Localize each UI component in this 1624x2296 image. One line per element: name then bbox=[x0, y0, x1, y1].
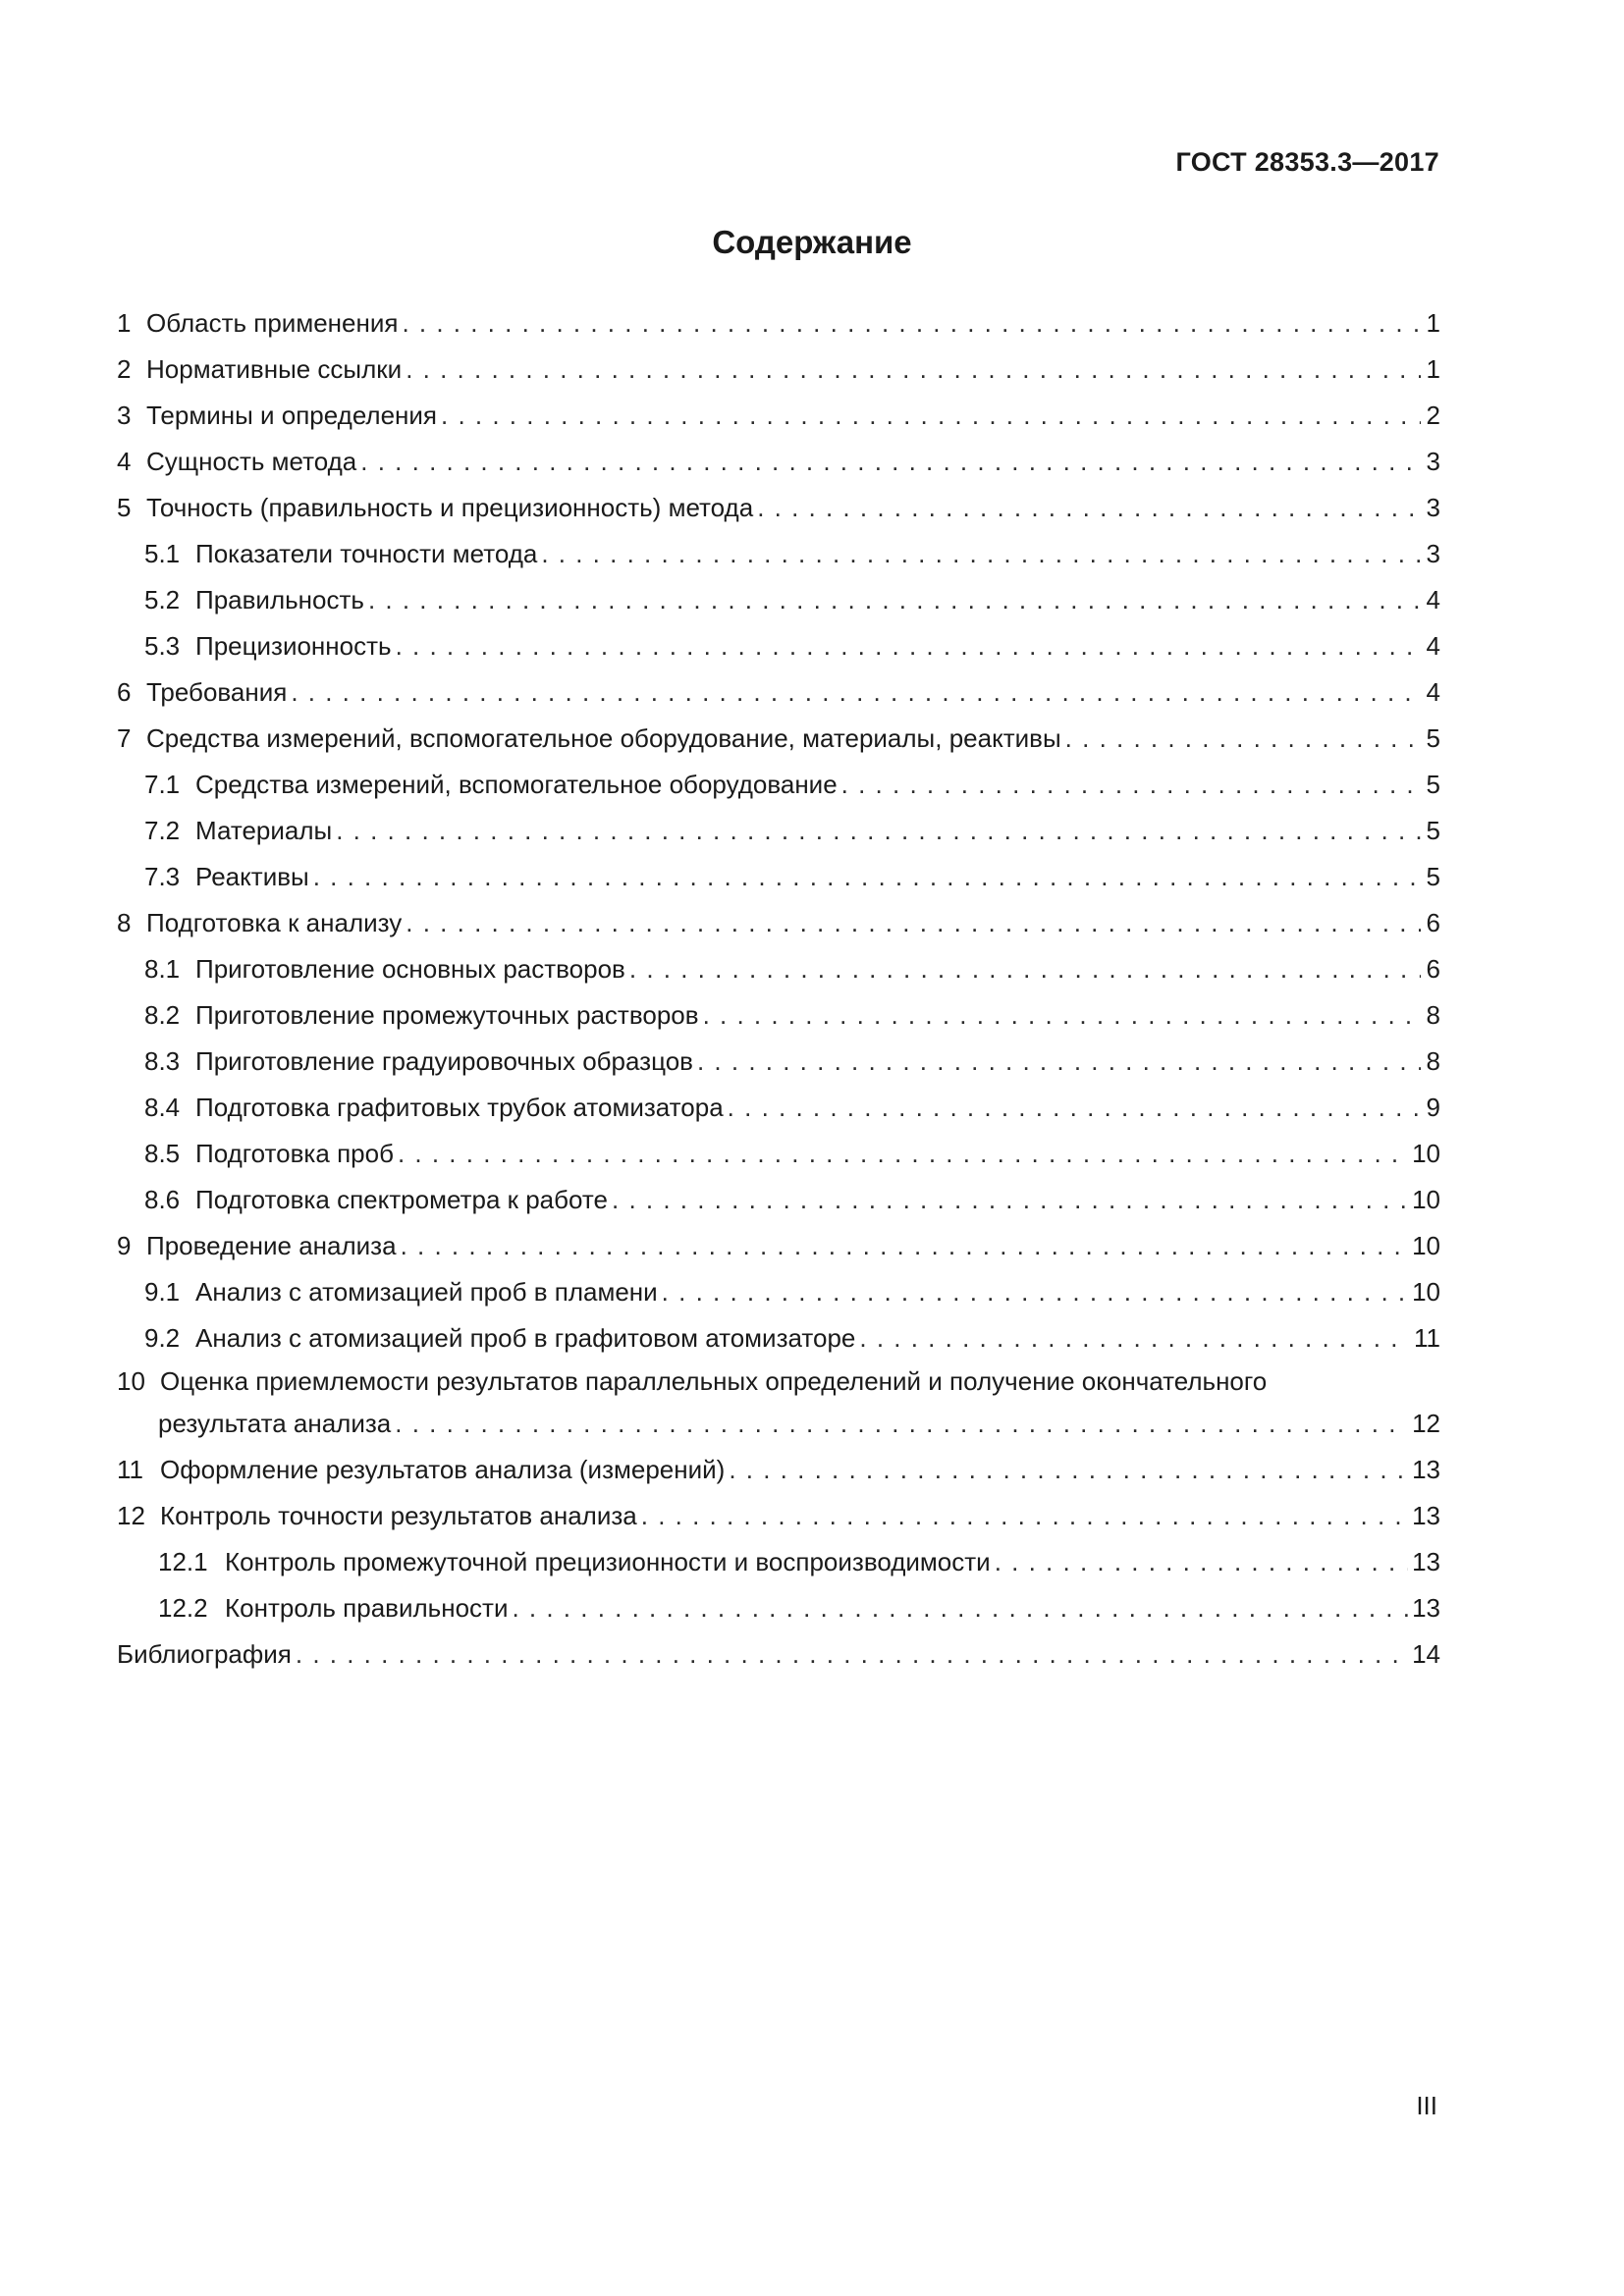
toc-entry[interactable] bbox=[117, 393, 1440, 439]
toc-entry-label: Анализ с атомизацией проб в пламени bbox=[195, 1277, 658, 1307]
toc-entry-number: 8.3 bbox=[144, 1046, 181, 1076]
toc-entry-number: 4 bbox=[117, 447, 132, 476]
toc-entry-page: 5 bbox=[1426, 862, 1440, 891]
toc-entry-number: 9.2 bbox=[144, 1323, 181, 1353]
toc-entry-page: 5 bbox=[1426, 770, 1440, 799]
toc-entry-label: Подготовка проб bbox=[195, 1139, 394, 1168]
toc-entry-page: 11 bbox=[1414, 1323, 1440, 1353]
page-title: Содержание bbox=[712, 224, 912, 260]
toc-entry-page: 13 bbox=[1412, 1547, 1440, 1576]
toc-entry-label: Точность (правильность и прецизионность) метода bbox=[146, 493, 754, 522]
toc-entry-page: 8 bbox=[1426, 1000, 1440, 1030]
toc-leader-dots bbox=[612, 1177, 1408, 1223]
toc-entry-label: Подготовка спектрометра к работе bbox=[195, 1185, 608, 1214]
toc-entry-page: 5 bbox=[1426, 816, 1440, 845]
toc-entry-number: 5.2 bbox=[144, 585, 181, 614]
toc-entry-page: 9 bbox=[1426, 1093, 1440, 1122]
table-of-contents bbox=[117, 300, 1440, 1678]
toc-subentry[interactable] bbox=[117, 1131, 1440, 1177]
toc-entry-number: 8.4 bbox=[144, 1093, 181, 1122]
toc-subentry[interactable] bbox=[117, 1269, 1440, 1315]
toc-entry-page: 13 bbox=[1412, 1501, 1440, 1530]
toc-entry-label: Оценка приемлемости результатов параллельных определений и получение окончательного bbox=[160, 1366, 1268, 1396]
toc-entry-number: 5.1 bbox=[144, 539, 181, 568]
toc-entry-label: Термины и определения bbox=[146, 400, 438, 430]
toc-subentry[interactable] bbox=[117, 762, 1440, 808]
toc-leader-dots bbox=[368, 577, 1421, 623]
toc-entry[interactable] bbox=[117, 485, 1440, 531]
toc-entry-number: 1 bbox=[117, 308, 132, 338]
toc-entry-label: Подготовка к анализу bbox=[146, 908, 403, 937]
toc-leader-dots bbox=[401, 1223, 1409, 1269]
toc-entry[interactable] bbox=[117, 1493, 1440, 1539]
toc-entry-page: 6 bbox=[1426, 954, 1440, 984]
toc-leader-dots bbox=[406, 347, 1421, 393]
toc-entry-page: 13 bbox=[1412, 1455, 1440, 1484]
toc-entry-page: 1 bbox=[1426, 354, 1440, 384]
toc-entry-number: 12.1 bbox=[158, 1547, 208, 1576]
toc-subentry[interactable] bbox=[117, 992, 1440, 1039]
toc-subentry[interactable] bbox=[117, 854, 1440, 900]
toc-entry-label: Средства измерений, вспомогательное оборудование bbox=[195, 770, 838, 799]
toc-entry-label: Средства измерений, вспомогательное оборудование, материалы, реактивы bbox=[146, 723, 1061, 753]
toc-entry-page: 10 bbox=[1412, 1139, 1440, 1168]
toc-leader-dots bbox=[841, 762, 1421, 808]
toc-entry-page: 6 bbox=[1426, 908, 1440, 937]
toc-entry-number: 8.5 bbox=[144, 1139, 181, 1168]
toc-entry-number: 7.2 bbox=[144, 816, 181, 845]
toc-entry-number: 7.3 bbox=[144, 862, 181, 891]
toc-entry-number: 8.2 bbox=[144, 1000, 181, 1030]
toc-leader-dots bbox=[728, 1085, 1421, 1131]
toc-leader-dots bbox=[402, 300, 1421, 347]
toc-entry-number: 5 bbox=[117, 493, 132, 522]
toc-entry-bibliography[interactable] bbox=[117, 1631, 1440, 1678]
toc-subentry[interactable] bbox=[117, 1177, 1440, 1223]
toc-leader-dots bbox=[396, 623, 1421, 669]
toc-entry-label-continued: результата анализа bbox=[158, 1409, 392, 1438]
toc-entry-number: 6 bbox=[117, 677, 132, 707]
toc-subentry[interactable] bbox=[117, 1585, 1440, 1631]
toc-entry-page: 1 bbox=[1426, 308, 1440, 338]
toc-entry-number: 11 bbox=[117, 1455, 143, 1484]
toc-leader-dots bbox=[291, 669, 1421, 716]
toc-entry-number: 7 bbox=[117, 723, 132, 753]
toc-leader-dots bbox=[641, 1493, 1408, 1539]
toc-entry[interactable] bbox=[117, 1362, 1440, 1447]
toc-entry-number: 10 bbox=[117, 1366, 145, 1396]
toc-entry-label: Контроль промежуточной прецизионности и воспроизводимости bbox=[225, 1547, 991, 1576]
toc-entry[interactable] bbox=[117, 669, 1440, 716]
document-code: ГОСТ 28353.3—2017 bbox=[1175, 147, 1439, 177]
toc-entry-number: 8 bbox=[117, 908, 132, 937]
toc-entry-label: Область применения bbox=[146, 308, 399, 338]
toc-entry-page: 4 bbox=[1426, 585, 1440, 614]
toc-entry[interactable] bbox=[117, 1223, 1440, 1269]
toc-entry-label: Подготовка графитовых трубок атомизатора bbox=[195, 1093, 724, 1122]
toc-leader-dots bbox=[757, 485, 1421, 531]
toc-leader-dots bbox=[995, 1539, 1408, 1585]
toc-leader-dots bbox=[512, 1585, 1408, 1631]
toc-entry-number: 5.3 bbox=[144, 631, 181, 661]
toc-leader-dots bbox=[296, 1631, 1408, 1678]
toc-entry-page: 3 bbox=[1426, 447, 1440, 476]
toc-entry-page: 4 bbox=[1426, 631, 1440, 661]
toc-entry-number: 12 bbox=[117, 1501, 145, 1530]
toc-entry-page: 12 bbox=[1412, 1409, 1440, 1438]
toc-entry[interactable] bbox=[117, 1447, 1440, 1493]
toc-leader-dots bbox=[336, 808, 1421, 854]
toc-entry-number: 8.6 bbox=[144, 1185, 181, 1214]
toc-entry-label: Приготовление промежуточных растворов bbox=[195, 1000, 699, 1030]
toc-leader-dots bbox=[541, 531, 1421, 577]
toc-entry-label: Контроль точности результатов анализа bbox=[160, 1501, 637, 1530]
toc-subentry[interactable] bbox=[117, 531, 1440, 577]
toc-entry[interactable] bbox=[117, 439, 1440, 485]
toc-entry-label: Приготовление основных растворов bbox=[195, 954, 625, 984]
toc-entry-label: Оформление результатов анализа (измерений) bbox=[160, 1455, 726, 1484]
toc-leader-dots bbox=[629, 946, 1421, 992]
toc-leader-dots bbox=[398, 1131, 1408, 1177]
toc-entry-page: 3 bbox=[1426, 493, 1440, 522]
toc-entry-label: Нормативные ссылки bbox=[146, 354, 403, 384]
toc-entry-page: 10 bbox=[1412, 1185, 1440, 1214]
toc-subentry[interactable] bbox=[117, 808, 1440, 854]
toc-entry-label: Показатели точности метода bbox=[195, 539, 538, 568]
toc-entry[interactable] bbox=[117, 900, 1440, 946]
toc-entry-page: 3 bbox=[1426, 539, 1440, 568]
toc-entry-page: 10 bbox=[1412, 1231, 1440, 1260]
toc-entry-label: Анализ с атомизацией проб в графитовом атомизаторе bbox=[195, 1323, 856, 1353]
toc-subentry[interactable] bbox=[117, 623, 1440, 669]
toc-entry-label: Прецизионность bbox=[195, 631, 392, 661]
toc-subentry[interactable] bbox=[117, 946, 1440, 992]
toc-leader-dots bbox=[662, 1269, 1408, 1315]
toc-entry-page: 13 bbox=[1412, 1593, 1440, 1623]
toc-entry-number: 12.2 bbox=[158, 1593, 208, 1623]
toc-entry-number: 3 bbox=[117, 400, 132, 430]
toc-entry-label: Требования bbox=[146, 677, 288, 707]
toc-subentry[interactable] bbox=[117, 1039, 1440, 1085]
toc-entry[interactable] bbox=[117, 300, 1440, 347]
toc-entry-label: Правильность bbox=[195, 585, 364, 614]
toc-leader-dots bbox=[360, 439, 1421, 485]
toc-subentry[interactable] bbox=[117, 577, 1440, 623]
toc-leader-dots bbox=[441, 393, 1421, 439]
toc-leader-dots bbox=[859, 1315, 1410, 1362]
toc-entry-number: 2 bbox=[117, 354, 132, 384]
toc-entry[interactable] bbox=[117, 716, 1440, 762]
toc-leader-dots bbox=[1065, 716, 1421, 762]
toc-entry-label: Проведение анализа bbox=[146, 1231, 397, 1260]
toc-entry-label: Контроль правильности bbox=[225, 1593, 509, 1623]
toc-entry[interactable] bbox=[117, 347, 1440, 393]
toc-entry-page: 10 bbox=[1412, 1277, 1440, 1307]
toc-leader-dots bbox=[703, 992, 1421, 1039]
toc-entry-number: 9 bbox=[117, 1231, 132, 1260]
toc-leader-dots bbox=[406, 900, 1421, 946]
toc-entry-number: 8.1 bbox=[144, 954, 181, 984]
toc-entry-page: 14 bbox=[1412, 1639, 1440, 1669]
toc-entry-page: 5 bbox=[1426, 723, 1440, 753]
toc-leader-dots bbox=[313, 854, 1421, 900]
toc-entry-label: Реактивы bbox=[195, 862, 309, 891]
toc-entry-number: 9.1 bbox=[144, 1277, 181, 1307]
toc-entry-number: 7.1 bbox=[144, 770, 181, 799]
toc-entry-label: Сущность метода bbox=[146, 447, 357, 476]
toc-subentry[interactable] bbox=[117, 1315, 1440, 1362]
toc-subentry[interactable] bbox=[117, 1539, 1440, 1585]
toc-leader-dots bbox=[395, 1401, 1408, 1447]
toc-entry-label: Приготовление градуировочных образцов bbox=[195, 1046, 693, 1076]
toc-entry-page: 8 bbox=[1426, 1046, 1440, 1076]
toc-entry-page: 2 bbox=[1426, 400, 1440, 430]
toc-entry-page: 4 bbox=[1426, 677, 1440, 707]
toc-entry-label: Материалы bbox=[195, 816, 333, 845]
toc-leader-dots bbox=[729, 1447, 1408, 1493]
toc-leader-dots bbox=[697, 1039, 1421, 1085]
toc-subentry[interactable] bbox=[117, 1085, 1440, 1131]
toc-entry-label: Библиография bbox=[117, 1639, 292, 1669]
page-number: III bbox=[1416, 2091, 1437, 2120]
